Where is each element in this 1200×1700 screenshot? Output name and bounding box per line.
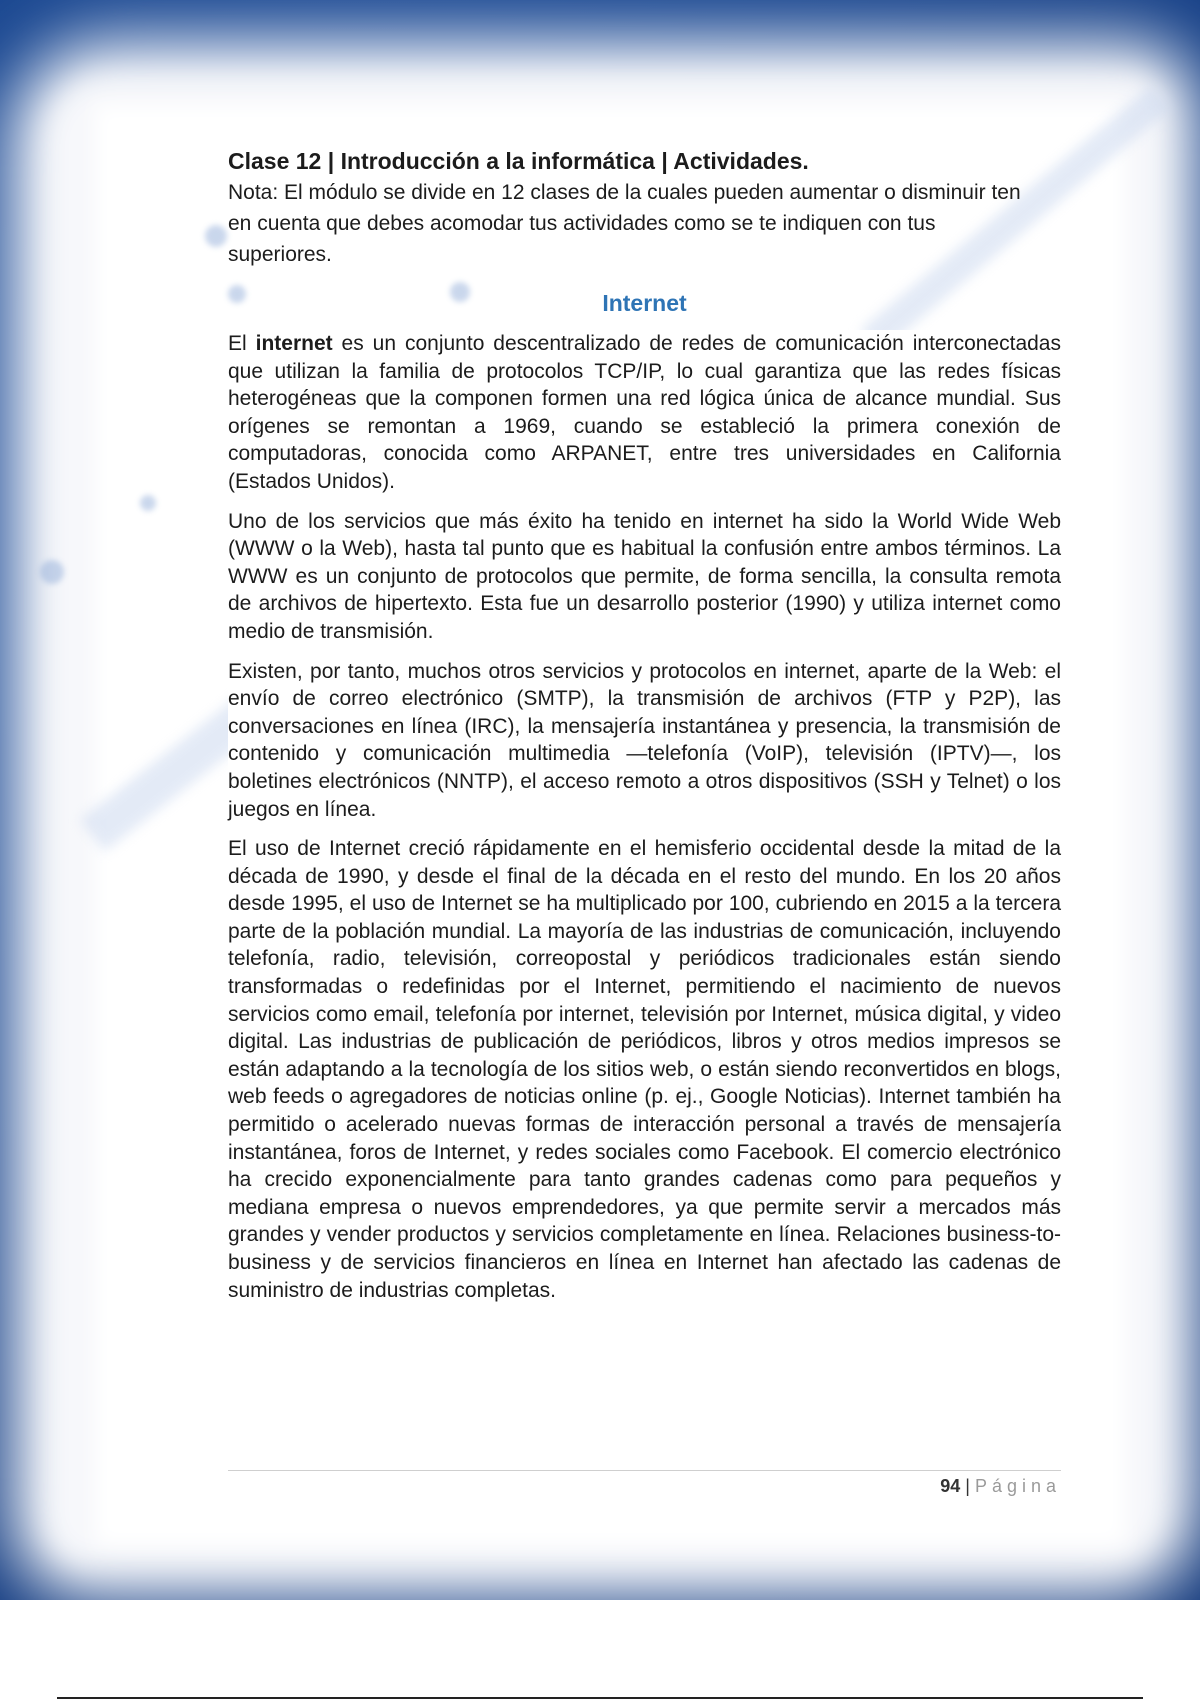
bottom-rule: [57, 1697, 1143, 1699]
paragraph-2: Uno de los servicios que más éxito ha tenido en internet ha sido la World Wide Web (WWW o la Web), hasta tal punto que es habitual la confusión entre ambos términos. La WWW es un conjunto de protocolos que permite, de forma sencilla, la consulta remota de archivos de hipertexto. Esta fue un desarrollo posterior (1990) y utiliza internet como medio de transmisión.: [228, 508, 1061, 658]
paragraph-1-term: internet: [255, 332, 333, 355]
paragraph-4: El uso de Internet creció rápidamente en el hemisferio occidental desde la mitad de la década de 1990, y desde el final de la década en el resto del mundo. En los 20 años desde 1995, el uso de Internet se ha multiplicado por 100, cubriendo en 2015 a la tercera parte de la población mundial. La mayoría de las industrias de comunicación, incluyendo telefonía, radio, televisión, correopostal y periódicos tradicionales están siendo transformadas o redefinidas por el Internet, permitiendo el nacimiento de nuevos servicios como email, telefonía por internet, televisión por Internet, música digital, y video digital. Las industrias de publicación de periódicos, libros y otros medios impresos se están adaptando a la tecnología de los sitios web, o están siendo reconvertidos en blogs, web feeds o agregadores de noticias online (p. ej., Google Noticias). Internet también ha permitido o acelerado nuevas formas de interacción personal a través de mensajería instantánea, foros de Internet, y redes sociales como Facebook. El comercio electrónico ha crecido exponencialmente para tanto grandes cadenas como para pequeños y mediana empresa o nuevos emprendedores, ya que permite servir a mercados más grandes y vender productos y servicios completamente en línea. Relaciones business-to-business y de servicios financieros en línea en Internet han afectado las cadenas de suministro de industrias completas.: [228, 835, 1061, 1316]
page-label: Página: [974, 1476, 1061, 1496]
paragraph-1-prefix: El: [228, 332, 256, 355]
decor-dot: [40, 560, 64, 584]
page-number: [228, 1476, 1061, 1497]
page-number-separator: |: [965, 1476, 970, 1496]
paragraph-1: [228, 330, 1061, 508]
document-title: Clase 12 | Introducción a la informática | Actividades.: [228, 148, 809, 174]
footer-divider: [228, 1470, 1061, 1471]
page-number-value: 94: [940, 1476, 961, 1496]
module-note: Nota: El módulo se divide en 12 clases de la cuales pueden aumentar o disminuir ten en cuenta que debes acomodar tus actividades como se te indiquen con tus superiores.: [228, 181, 1021, 266]
decor-dot: [205, 225, 227, 247]
paragraph-1-text: es un conjunto descentralizado de redes de comunicación interconectadas que utilizan la familia de protocolos TCP/IP, lo cual garantiza que las redes físicas heterogéneas que la componen formen una red lógica única de alcance mundial. Sus orígenes se remontan a 1969, cuando se estableció la primera conexión de computadoras, conocida como ARPANET, entre tres universidades en California (Estados Unidos).: [228, 332, 1061, 493]
section-heading: Internet: [602, 290, 687, 316]
decor-dot: [140, 495, 156, 511]
document-body: [228, 145, 1061, 1316]
paragraph-3: Existen, por tanto, muchos otros servicios y protocolos en internet, aparte de la Web: el envío de correo electrónico (SMTP), la transmisión de archivos (FTP y P2P), las conversaciones en línea (IRC), la mensajería instantánea y presencia, la transmisión de contenido y comunicación multimedia —telefonía (VoIP), televisión (IPTV)—, los boletines electrónicos (NNTP), el acceso remoto a otros dispositivos (SSH y Telnet) o los juegos en línea.: [228, 658, 1061, 836]
